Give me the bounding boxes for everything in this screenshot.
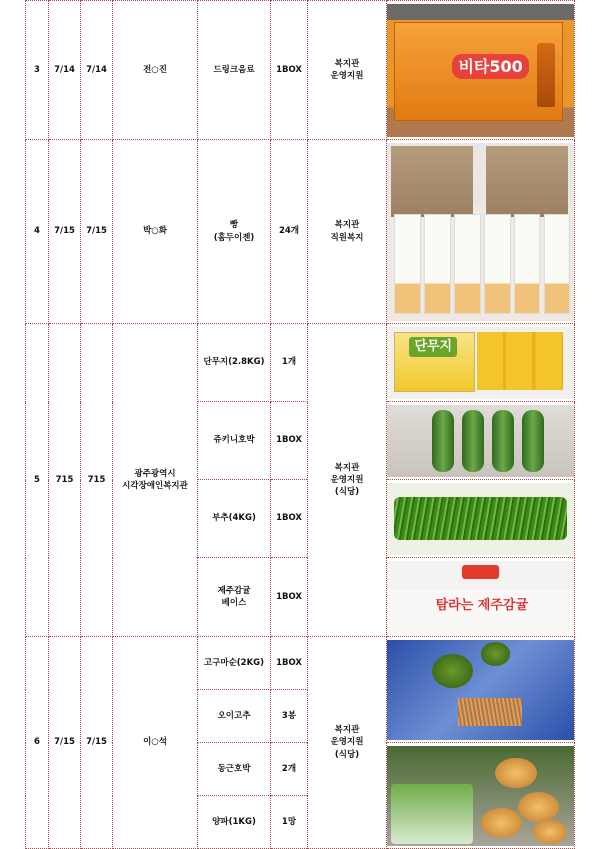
- process-date: 7/15: [81, 637, 113, 849]
- item-quantity: 24개: [271, 140, 308, 324]
- item-name: 빵 (홈두이젠): [198, 140, 271, 324]
- row-number: 6: [26, 637, 49, 849]
- pickled-radish-photo: [387, 327, 574, 399]
- donor-name: 박○화: [113, 140, 198, 324]
- receive-date: 7/14: [49, 1, 81, 140]
- item-name: 고구마순(2KG): [198, 637, 271, 690]
- item-name: 쥬키니호박: [198, 402, 271, 480]
- donor-name: 전○진: [113, 1, 198, 140]
- item-name: 제주감귤 베이스: [198, 558, 271, 637]
- row-number: 5: [26, 324, 49, 637]
- item-name: 오이고추: [198, 690, 271, 743]
- usage: 복지관 운영지원: [308, 1, 387, 140]
- usage: 복지관 운영지원 (식당): [308, 637, 387, 849]
- citrus-box-photo: [387, 561, 574, 634]
- item-quantity: 1망: [271, 796, 308, 849]
- item-quantity: 3봉: [271, 690, 308, 743]
- item-name: 단무지(2.8KG): [198, 324, 271, 402]
- donor-name: 이○석: [113, 637, 198, 849]
- process-date: 7/14: [81, 1, 113, 140]
- item-quantity: 1개: [271, 324, 308, 402]
- zucchini-photo: [387, 405, 574, 477]
- citrus-box-text: 탐라는 제주감귤: [435, 598, 529, 613]
- item-quantity: 1BOX: [271, 637, 308, 690]
- onion-zucchini-photo: [387, 746, 574, 846]
- row-number: 4: [26, 140, 49, 324]
- row-number: 3: [26, 1, 49, 140]
- receive-date: 715: [49, 324, 81, 637]
- process-date: 715: [81, 324, 113, 637]
- chives-photo: [387, 483, 574, 555]
- item-quantity: 1BOX: [271, 558, 308, 637]
- sweet-potato-stems-photo: [387, 640, 574, 740]
- donation-table: [25, 0, 575, 849]
- item-name: 양파(1KG): [198, 796, 271, 849]
- process-date: 7/15: [81, 140, 113, 324]
- item-name: 부추(4KG): [198, 480, 271, 558]
- item-name: 드링크음료: [198, 1, 271, 140]
- receive-date: 7/15: [49, 140, 81, 324]
- item-quantity: 1BOX: [271, 1, 308, 140]
- radish-label: 단무지: [409, 337, 457, 358]
- bread-photo: [387, 143, 574, 321]
- item-quantity: 1BOX: [271, 402, 308, 480]
- usage: 복지관 운영지원 (식당): [308, 324, 387, 637]
- usage: 복지관 직원복지: [308, 140, 387, 324]
- drink-box-photo: [387, 4, 574, 137]
- table-row: [26, 637, 575, 690]
- receive-date: 7/15: [49, 637, 81, 849]
- item-quantity: 2개: [271, 743, 308, 796]
- table-row: [26, 1, 575, 140]
- item-name: 동근호박: [198, 743, 271, 796]
- vita-logo: 비타500: [452, 54, 528, 79]
- item-quantity: 1BOX: [271, 480, 308, 558]
- table-row: [26, 140, 575, 324]
- donor-name: 광주광역시 시각장애인복지관: [113, 324, 198, 637]
- table-row: [26, 324, 575, 402]
